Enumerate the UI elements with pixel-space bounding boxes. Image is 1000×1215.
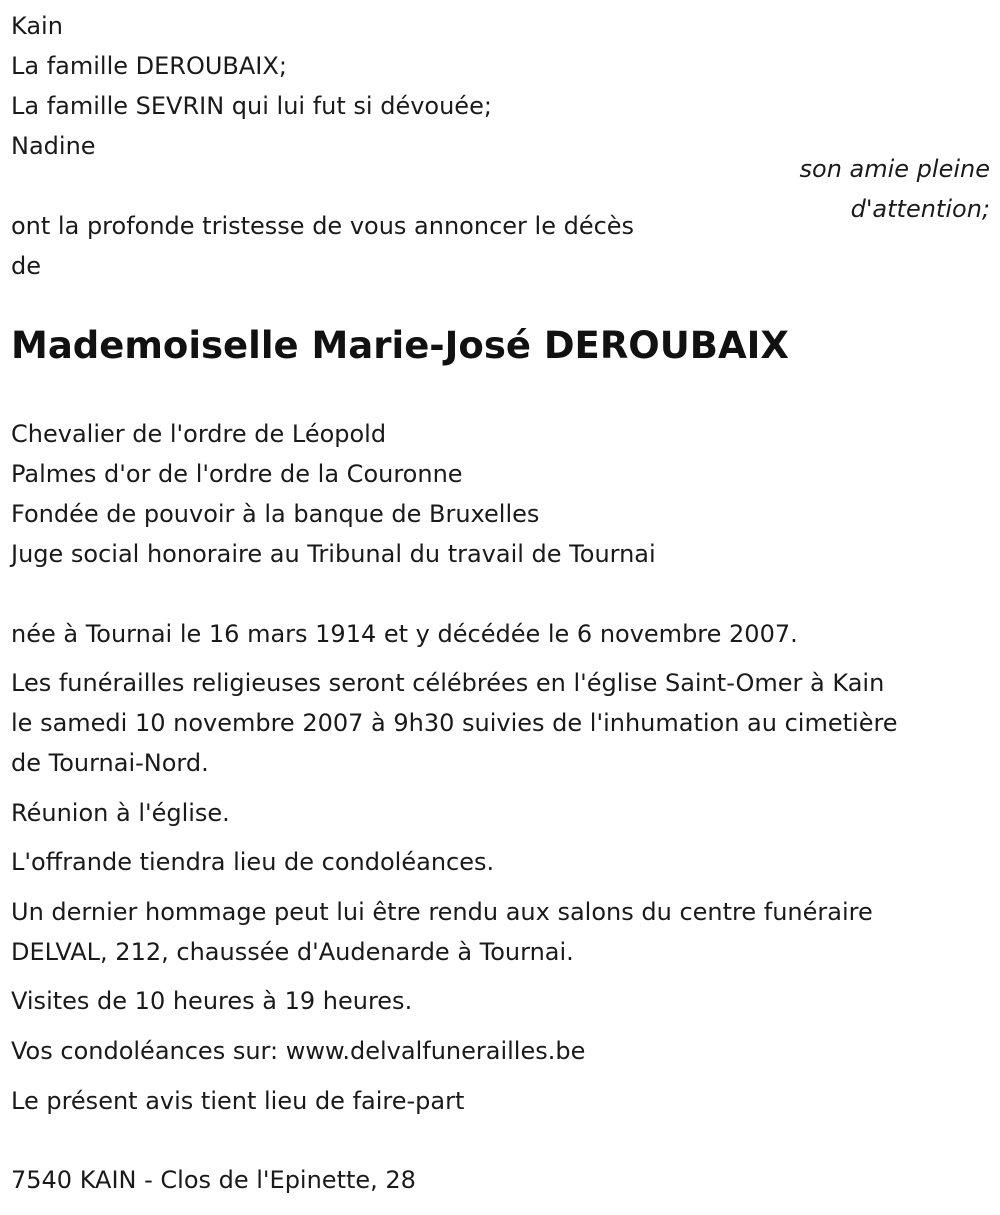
title-line: Juge social honoraire au Tribunal du travail de Tournai: [11, 540, 656, 568]
title-line: Fondée de pouvoir à la banque de Bruxelles: [11, 500, 540, 528]
family-line-deroubaix: La famille DEROUBAIX;: [11, 52, 287, 80]
friend-note-line-2: d'attention;: [850, 195, 990, 223]
title-line: Palmes d'or de l'ordre de la Couronne: [11, 460, 463, 488]
offering-line: L'offrande tiendra lieu de condoléances.: [11, 848, 495, 876]
address-line: 7540 KAIN - Clos de l'Epinette, 28: [11, 1166, 416, 1194]
announcement-line-1: ont la profonde tristesse de vous annoncer le décès: [11, 212, 635, 240]
friend-note-line-1: son amie pleine: [799, 155, 990, 183]
announcement-line-2: de: [11, 252, 41, 280]
notice-line: Le présent avis tient lieu de faire-part: [11, 1087, 465, 1115]
meeting-line: Réunion à l'église.: [11, 799, 230, 827]
title-line: Chevalier de l'ordre de Léopold: [11, 420, 387, 448]
tribute-line: DELVAL, 212, chaussée d'Audenarde à Tournai.: [11, 938, 574, 966]
family-line-sevrin: La famille SEVRIN qui lui fut si dévouée;: [11, 92, 492, 120]
family-line-nadine: Nadine: [11, 132, 96, 160]
place-line: Kain: [11, 12, 63, 40]
funeral-line: le samedi 10 novembre 2007 à 9h30 suivies de l'inhumation au cimetière: [11, 709, 898, 737]
deceased-name: Mademoiselle Marie-José DEROUBAIX: [11, 324, 789, 367]
funeral-line: de Tournai-Nord.: [11, 749, 209, 777]
tribute-line: Un dernier hommage peut lui être rendu aux salons du centre funéraire: [11, 898, 873, 926]
visits-line: Visites de 10 heures à 19 heures.: [11, 987, 413, 1015]
birth-death-line: née à Tournai le 16 mars 1914 et y décédée le 6 novembre 2007.: [11, 620, 798, 648]
funeral-line: Les funérailles religieuses seront célébrées en l'église Saint-Omer à Kain: [11, 669, 885, 697]
condolences-line: Vos condoléances sur: www.delvalfunerailles.be: [11, 1037, 586, 1065]
